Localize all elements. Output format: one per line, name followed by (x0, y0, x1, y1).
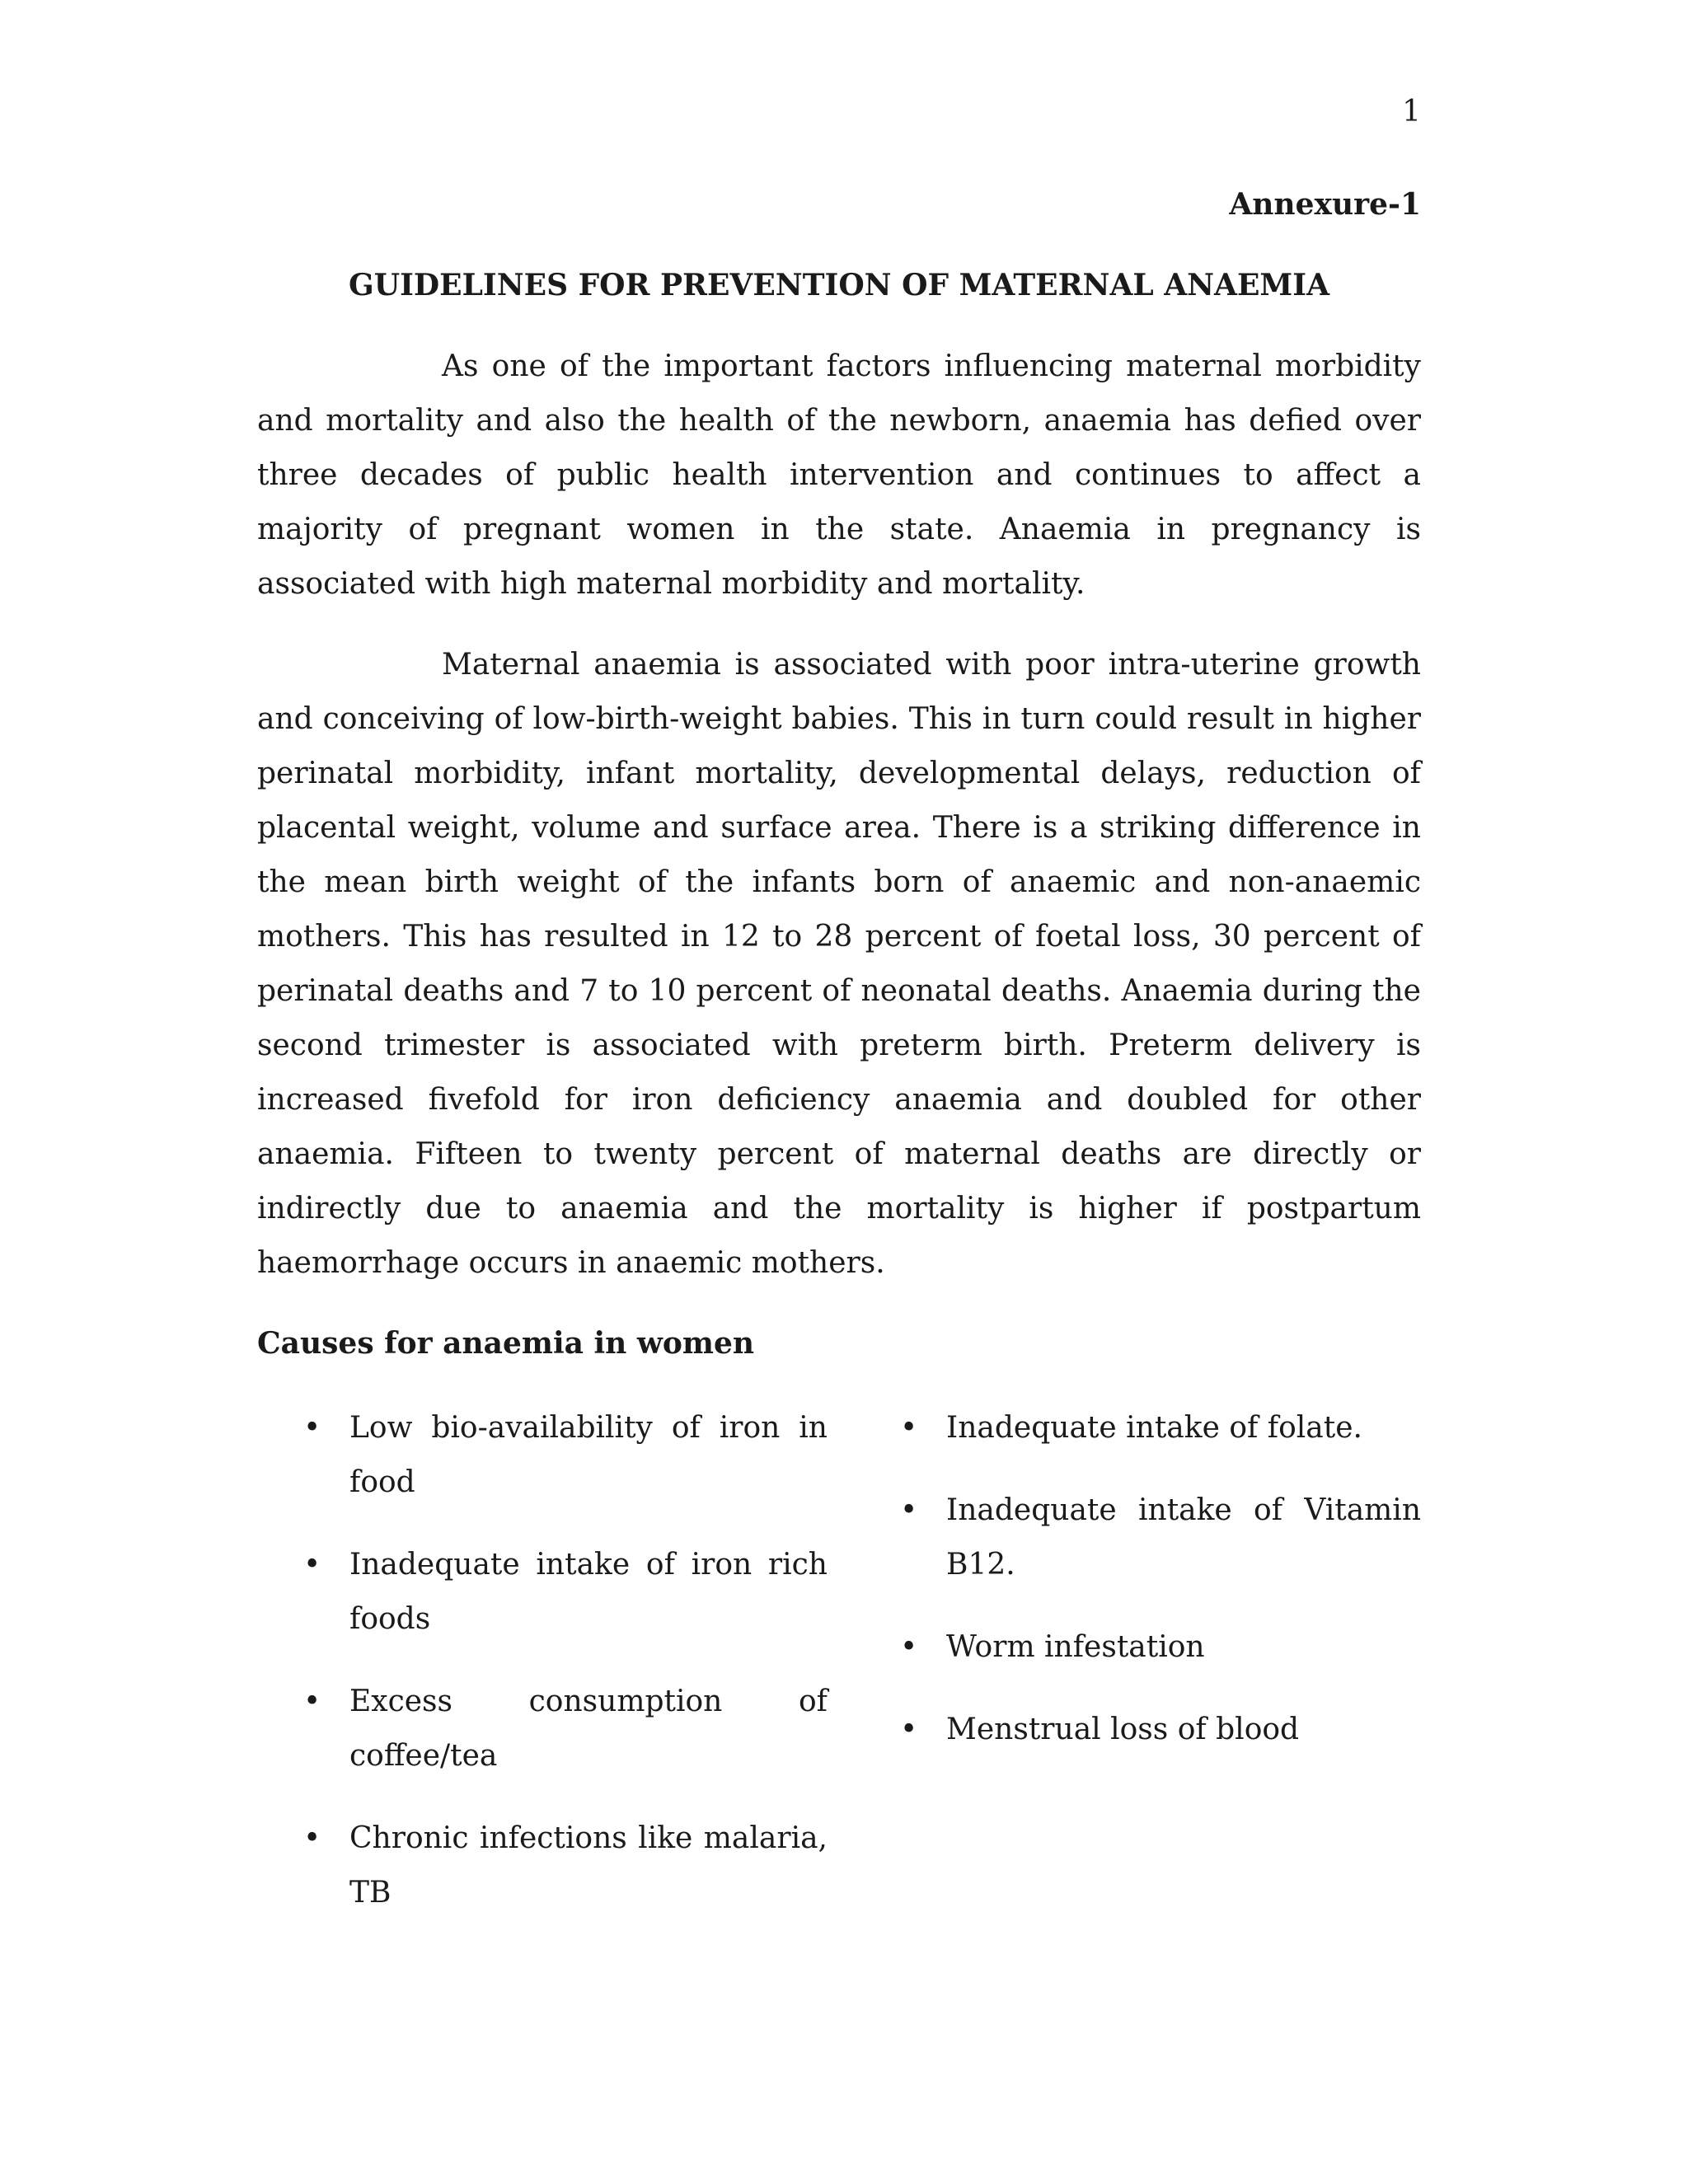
list-item-text: Inadequate intake of folate. (946, 1411, 1362, 1445)
list-item-text: Menstrual loss of blood (946, 1713, 1300, 1746)
list-item (257, 1675, 828, 1783)
bullet-icon: • (900, 1493, 918, 1527)
document-title: GUIDELINES FOR PREVENTION OF MATERNAL ANAEMIA (348, 268, 1330, 302)
list-item (257, 1811, 828, 1920)
list-item-text: Low bio-availability of iron in food (349, 1411, 828, 1499)
paragraph-effects: Maternal anaemia is associated with poor intra-uterine growth and conceiving of low-birth-weight babies. This in turn could result in higher perinatal morbidity, infant mortality, developmental delays, reduction of placental weight, volume and surface area. There is a striking difference in the mean birth weight of the infants born of anaemic and non-anaemic mothers. This has resulted in 12 to 28 percent of foetal loss, 30 percent of perinatal deaths and 7 to 10 percent of neonatal deaths. Anaemia during the second trimester is associated with preterm birth. Preterm delivery is increased fivefold for iron deficiency anaemia and doubled for other anaemia. Fifteen to twenty percent of maternal deaths are directly or indirectly due to anaemia and the mortality is higher if postpartum haemorrhage occurs in anaemic mothers. (257, 648, 1421, 1280)
list-item (854, 1620, 1421, 1675)
bullet-icon: • (303, 1685, 321, 1718)
annexure-label: Annexure-1 (1229, 187, 1421, 222)
list-item (257, 1401, 828, 1510)
page-number: 1 (1402, 95, 1421, 129)
paragraph-intro: As one of the important factors influencing maternal morbidity and mortality and also the health of the newborn, anaemia has defied over three decades of public health intervention and continues to affect a majority of pregnant women in the state. Anaemia in pregnancy is associated with high maternal morbidity and mortality. (257, 349, 1421, 601)
list-item (257, 1538, 828, 1647)
causes-list-left (257, 1401, 828, 1948)
bullet-icon: • (900, 1630, 918, 1664)
list-item (854, 1401, 1421, 1455)
list-item-text: Inadequate intake of iron rich foods (349, 1548, 828, 1636)
causes-list-right (854, 1401, 1421, 1785)
list-item (854, 1483, 1421, 1592)
causes-heading: Causes for anaemia in women (257, 1326, 755, 1361)
list-item-text: Chronic infections like malaria, TB (349, 1821, 828, 1910)
bullet-icon: • (303, 1548, 321, 1582)
list-item-text: Worm infestation (946, 1630, 1205, 1664)
list-item-text: Excess consumption of coffee/tea (349, 1685, 828, 1773)
bullet-icon: • (303, 1411, 321, 1445)
list-item (854, 1703, 1421, 1757)
list-item-text: Inadequate intake of Vitamin B12. (946, 1493, 1421, 1582)
bullet-icon: • (303, 1821, 321, 1855)
bullet-icon: • (900, 1713, 918, 1746)
bullet-icon: • (900, 1411, 918, 1445)
